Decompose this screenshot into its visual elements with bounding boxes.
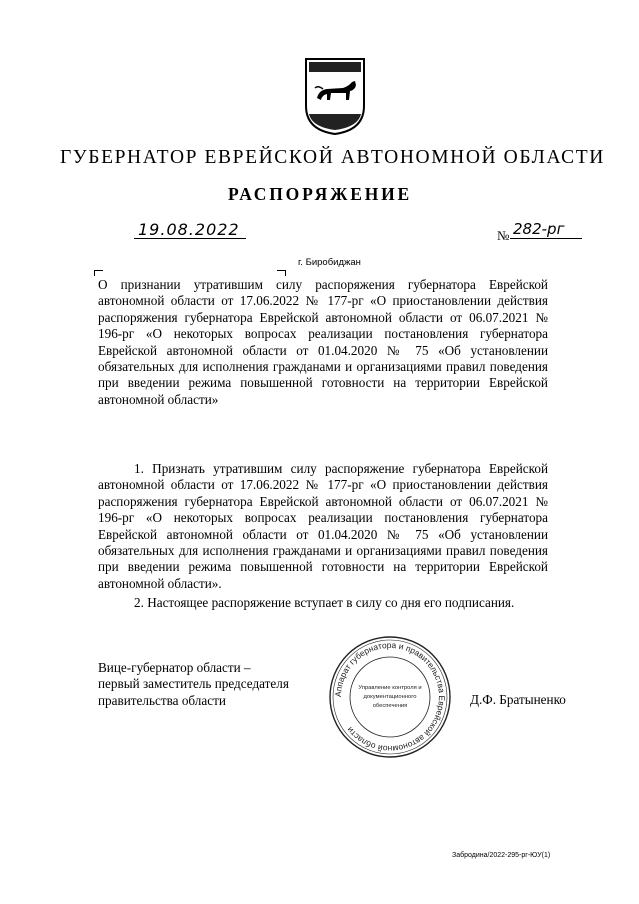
signer-position-line-1: Вице-губернатор области – <box>98 660 251 675</box>
corner-mark-right <box>277 270 286 276</box>
corner-mark-left <box>94 270 103 276</box>
number-label: № <box>497 228 510 243</box>
official-stamp <box>327 634 453 760</box>
issuing-authority: ГУБЕРНАТОР ЕВРЕЙСКОЙ АВТОНОМНОЙ ОБЛАСТИ <box>60 147 605 168</box>
signer-position <box>98 660 289 709</box>
document-type-title: РАСПОРЯЖЕНИЕ <box>227 184 412 204</box>
date-underline <box>134 238 246 239</box>
document-subject: О признании утратившим силу распоряжения губернатора Еврейской автономной области от 17.06.2022 № 177-рг «О приостановлении действия распоряжения губернатора Еврейской автономной области от 06.07.2021 № 196-рг «О некоторых вопросах реализации постановления губернатора Еврейской автономной области от 01.04.2020 № 75 «Об установлении обязательных для исполнения гражданами и организациями правил поведения при введении режима повышенной готовности на территории Еврейской автономной области» <box>98 277 548 407</box>
stamp-center-line-1: Управление контроля и <box>358 685 422 691</box>
body-item-1: 1. Признать утратившим силу распоряжение губернатора Еврейской автономной области от 17.06.2022 № 177-рг «О приостановлении действия распоряжения губернатора Еврейской автономной области от 06.07.2021 № 196-рг «О некоторых вопросах реализации постановления губернатора Еврейской автономной области от 01.04.2020 № 75 «Об установлении обязательных для исполнения гражданами и организациями правил поведения при введении режима повышенной готовности на территории Еврейской автономной области». <box>98 461 548 591</box>
number-underline <box>510 238 582 239</box>
coat-of-arms-emblem <box>303 56 367 136</box>
document-number: 282-рг <box>513 220 565 238</box>
document-date: 19.08.2022 <box>138 220 240 239</box>
body-item-2: 2. Настоящее распоряжение вступает в силу со дня его подписания. <box>134 595 515 610</box>
executor-reference: Забродина/2022-295-рг-ЮУ(1) <box>452 852 551 859</box>
stamp-ring-text: Аппарат губернатора и правительства Еврейской автономной области <box>332 639 448 755</box>
stamp-center-line-2: документационного <box>363 694 417 700</box>
signer-position-line-2: первый заместитель председателя <box>98 676 289 692</box>
stamp-center-line-3: обеспечения <box>372 703 408 709</box>
signer-name: Д.Ф. Братыненко <box>470 692 566 707</box>
city-name: г. Биробиджан <box>298 257 361 268</box>
signer-position-line-3: правительства области <box>98 692 226 708</box>
